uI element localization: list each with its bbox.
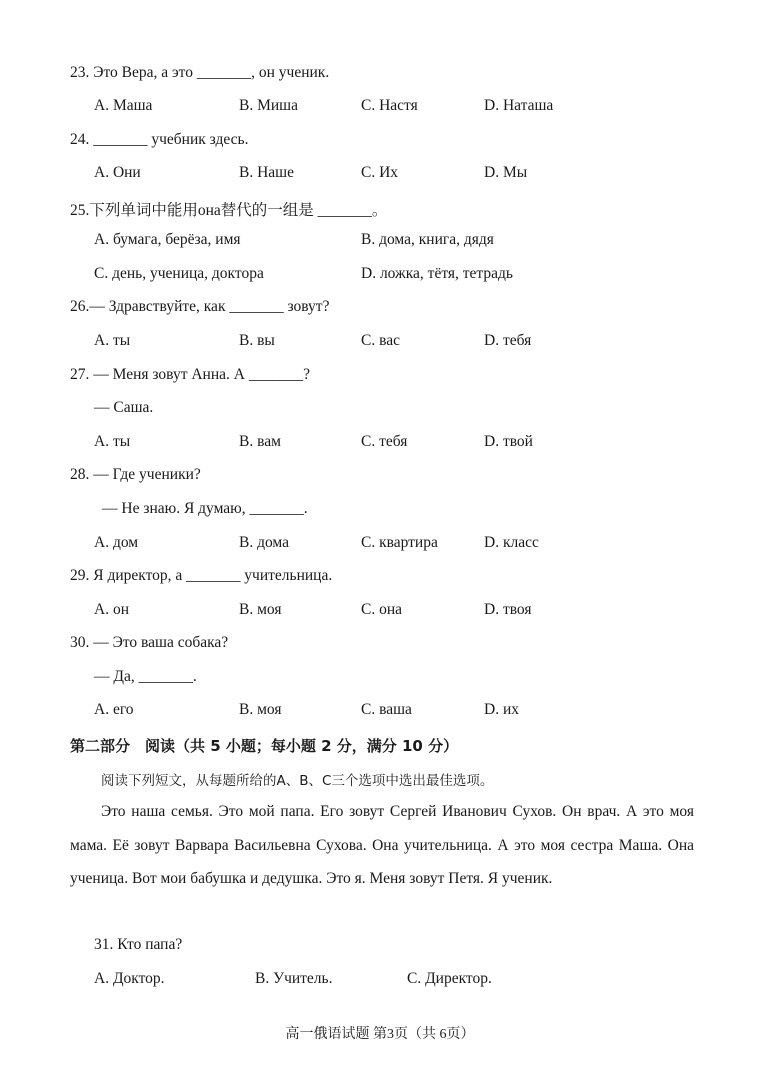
question-25-option-d: D. ложка, тётя, тетрадь xyxy=(361,265,513,282)
question-25-stem: 25.下列单词中能用она替代的一组是 _______。 xyxy=(70,202,388,219)
question-29-stem: 29. Я директор, а _______ учительница. xyxy=(70,567,333,584)
reading-passage xyxy=(70,795,694,896)
question-30-reply: — Да, _______. xyxy=(94,668,197,685)
question-31-option-c: C. Директор. xyxy=(407,970,492,987)
question-31-stem: 31. Кто папа? xyxy=(94,936,183,953)
question-28-stem: 28. — Где ученики? xyxy=(70,466,201,483)
question-24-stem: 24. _______ учебник здесь. xyxy=(70,131,249,148)
question-23-option-b: B. Миша xyxy=(239,97,298,114)
question-29-option-a: A. он xyxy=(94,601,129,618)
question-25-option-c: C. день, ученица, доктора xyxy=(94,265,264,282)
question-25-option-a: A. бумага, берёза, имя xyxy=(94,231,241,248)
question-24-option-b: B. Наше xyxy=(239,164,294,181)
question-23-stem: 23. Это Вера, а это _______, он ученик. xyxy=(70,64,330,81)
question-29-option-b: B. моя xyxy=(239,601,282,618)
question-27-option-c: C. тебя xyxy=(361,433,408,450)
reading-passage-text: Это наша семья. Это мой папа. Его зовут Сергей Иванович Сухов. Он врач. А это моя мама. Её зовут Варвара Васильевна Сухова. Она учительница. А это моя сестра Маша. Она ученица. Вот мои бабушка и дедушка. Это я. Меня зовут Петя. Я ученик. xyxy=(70,803,694,887)
question-30-option-a: A. его xyxy=(94,701,134,718)
question-24-option-c: C. Их xyxy=(361,164,399,181)
question-29-option-d: D. твоя xyxy=(484,601,532,618)
question-28-option-b: B. дома xyxy=(239,534,290,551)
question-28-reply: — Не знаю. Я думаю, _______. xyxy=(102,500,308,517)
question-27-option-a: A. ты xyxy=(94,433,131,450)
question-30-option-b: B. моя xyxy=(239,701,282,718)
question-23-option-d: D. Наташа xyxy=(484,97,554,114)
question-27-option-d: D. твой xyxy=(484,433,533,450)
question-23-option-c: C. Настя xyxy=(361,97,418,114)
question-26-option-c: C. вас xyxy=(361,332,400,349)
question-26-option-a: A. ты xyxy=(94,332,131,349)
question-30-option-d: D. их xyxy=(484,701,519,718)
question-27-stem: 27. — Меня зовут Анна. А _______? xyxy=(70,366,310,383)
question-26-option-d: D. тебя xyxy=(484,332,532,349)
question-28-option-c: C. квартира xyxy=(361,534,438,551)
question-26-stem: 26.— Здравствуйте, как _______ зовут? xyxy=(70,298,330,315)
question-29-option-c: C. она xyxy=(361,601,403,618)
question-23-option-a: A. Маша xyxy=(94,97,153,114)
question-28-option-d: D. класс xyxy=(484,534,539,551)
question-31-option-b: B. Учитель. xyxy=(255,970,333,987)
question-25-option-b: B. дома, книга, дядя xyxy=(361,231,494,248)
section-instruction: 阅读下列短文，从每题所给的A、B、C三个选项中选出最佳选项。 xyxy=(101,773,494,789)
question-24-option-d: D. Мы xyxy=(484,164,528,181)
question-26-option-b: B. вы xyxy=(239,332,275,349)
question-27-option-b: B. вам xyxy=(239,433,281,450)
question-31-option-a: A. Доктор. xyxy=(94,970,165,987)
question-24-option-a: A. Они xyxy=(94,164,141,181)
question-28-option-a: A. дом xyxy=(94,534,139,551)
question-27-reply: — Саша. xyxy=(94,399,154,416)
page-footer: 高一俄语试题 第3页（共 6页） xyxy=(285,1027,475,1042)
question-30-stem: 30. — Это ваша собака? xyxy=(70,634,229,651)
section-heading: 第二部分 阅读（共 5 小题；每小题 2 分，满分 10 分） xyxy=(70,737,459,755)
question-30-option-c: C. ваша xyxy=(361,701,412,718)
